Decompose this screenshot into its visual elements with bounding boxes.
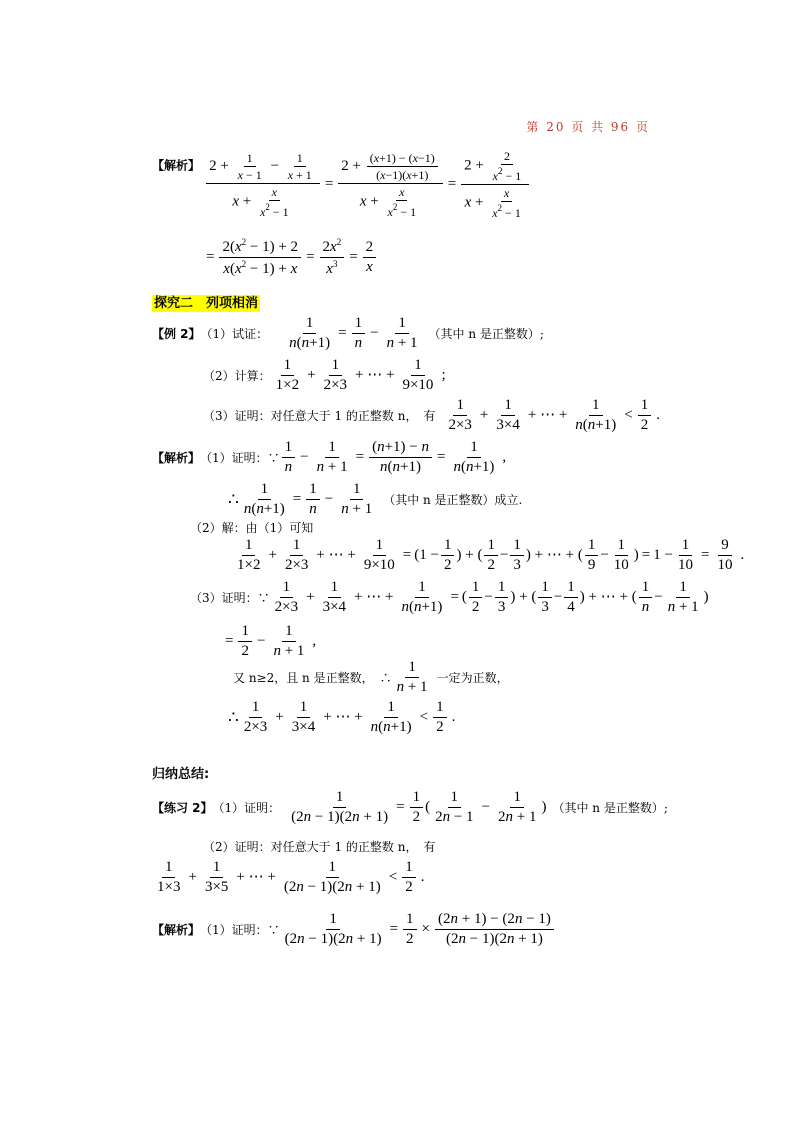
solution-ex2-part3-conclusion: ∴ $\frac{1}{2\times 3}$ + $\frac{1}{3\times 4}$ + ⋯ + $\frac{1}{n(n+1)}$ < $\frac{1}{2}$ . [228, 699, 456, 735]
solution-complex-fraction [152, 150, 531, 219]
lianxi2-tag: 【练习 2】 [152, 801, 213, 815]
practice2-part2-formula: $\frac{1}{1\times 3}$ + $\frac{1}{3\times 5}$ + ⋯ + $\frac{1}{(2n - 1)(2n + 1)}$ < $\frac{1}{2}$ . [157, 859, 425, 895]
jiexi-tag: 【解析】 [152, 158, 201, 173]
solution-ex2-part3-result: = $\frac{1}{2}$ − $\frac{1}{n + 1}$ , [225, 623, 317, 659]
example2-part1: 【例 2】 （1）试证： $\frac{1}{n(n+1)}$ = $\frac{1}{n}$ − $\frac{1}{n + 1}$ （其中 n 是正整数）; [152, 315, 544, 351]
practice2-part1: 【练习 2】 （1）证明： $\frac{1}{(2n - 1)(2n + 1)}$ = $\frac{1}{2}$ ( $\frac{1}{2n - 1}$ − $\frac{1}{2n + 1}$ ) （其中 n 是正整数）; [152, 789, 668, 825]
example2-part2: （2）计算： $\frac{1}{1\times 2}$ + $\frac{1}{2\times 3}$ + ⋯ + $\frac{1}{9\times 10}$ ; [203, 357, 446, 393]
summary-heading: 归纳总结: [152, 767, 210, 782]
section-heading-explore2: 探究二 列项相消 [154, 296, 259, 311]
solution-ex2-part3: （3）证明：∵ $\frac{1}{2\times 3}$ + $\frac{1}{3\times 4}$ + ⋯ + $\frac{1}{n(n+1)}$ = ( $\frac{1}{2}$ − $\frac{1}{3}$ ) + ( $\frac{1}{3}$ − $\frac{1}{4}$ ) + ⋯ + ( $\frac{1}{n}$ − $\frac{1}{n + 1}$ ) [190, 579, 709, 615]
li2-tag: 【例 2】 [152, 327, 201, 341]
example2-part3: （3）证明：对任意大于 1 的正整数 n， 有 $\frac{1}{2\times 3}$ + $\frac{1}{3\times 4}$ + ⋯ + $\frac{1}{n(n+1)}$ < $\frac{1}{2}$ . [203, 397, 660, 433]
solution-ex2-part3-positive: 又 n≥2，且 n 是正整数， ∴ $\frac{1}{n + 1}$ 一定为正数， [233, 659, 509, 695]
solution-ex2-part2-label: （2）解：由（1）可知 [190, 521, 314, 535]
page-number: 第 20 页 共 96 页 [526, 120, 650, 134]
solution-complex-fraction-cont: = $\frac{2(x^2 - 1) + 2}{x(x^2 - 1) + x}$ = $\frac{2x^2}{x^3}$ = $\frac{2}{x}$ [203, 238, 378, 277]
practice2-part2-label: （2）证明：对任意大于 1 的正整数 n， 有 [203, 840, 436, 854]
practice2-solution-part1: 【解析】 （1）证明：∵ $\frac{1}{(2n - 1)(2n + 1)}$ = $\frac{1}{2}$ × $\frac{(2n + 1) - (2n - 1)}{(2n - 1)(2n + 1)}$ [152, 912, 556, 947]
formula: 2 + $\frac{1}{x - 1}$ − $\frac{1}{x + 1}$ x + $\frac{x}{x^2 - 1}$ = 2 + $\frac{(x+1) - (x-1)}{(x-1)(x+1)}$ x + $\frac{x}{x^2 - 1}$ = 2 + $\frac{2}{x^2 - 1}$ x + $\frac{x}{x^2 - 1}$ [204, 150, 531, 219]
solution-ex2-part1: 【解析】 （1）证明：∵ $\frac{1}{n}$ − $\frac{1}{n + 1}$ = $\frac{(n+1) - n}{n(n+1)}$ = $\frac{1}{n(n+1)}$ , [152, 439, 507, 475]
solution-ex2-therefore: ∴ $\frac{1}{n(n+1)}$ = $\frac{1}{n}$ − $\frac{1}{n + 1}$ （其中 n 是正整数）成立. [228, 481, 523, 517]
solution-ex2-part2-formula: $\frac{1}{1\times 2}$ + $\frac{1}{2\times 3}$ + ⋯ + $\frac{1}{9\times 10}$ = (1 − $\frac{1}{2}$ ) + ( $\frac{1}{2}$ − $\frac{1}{3}$ ) + ⋯ + ( $\frac{1}{9}$ − $\frac{1}{10}$ ) = 1 − $\frac{1}{10}$ = $\frac{9}{10}$ . [237, 537, 745, 573]
